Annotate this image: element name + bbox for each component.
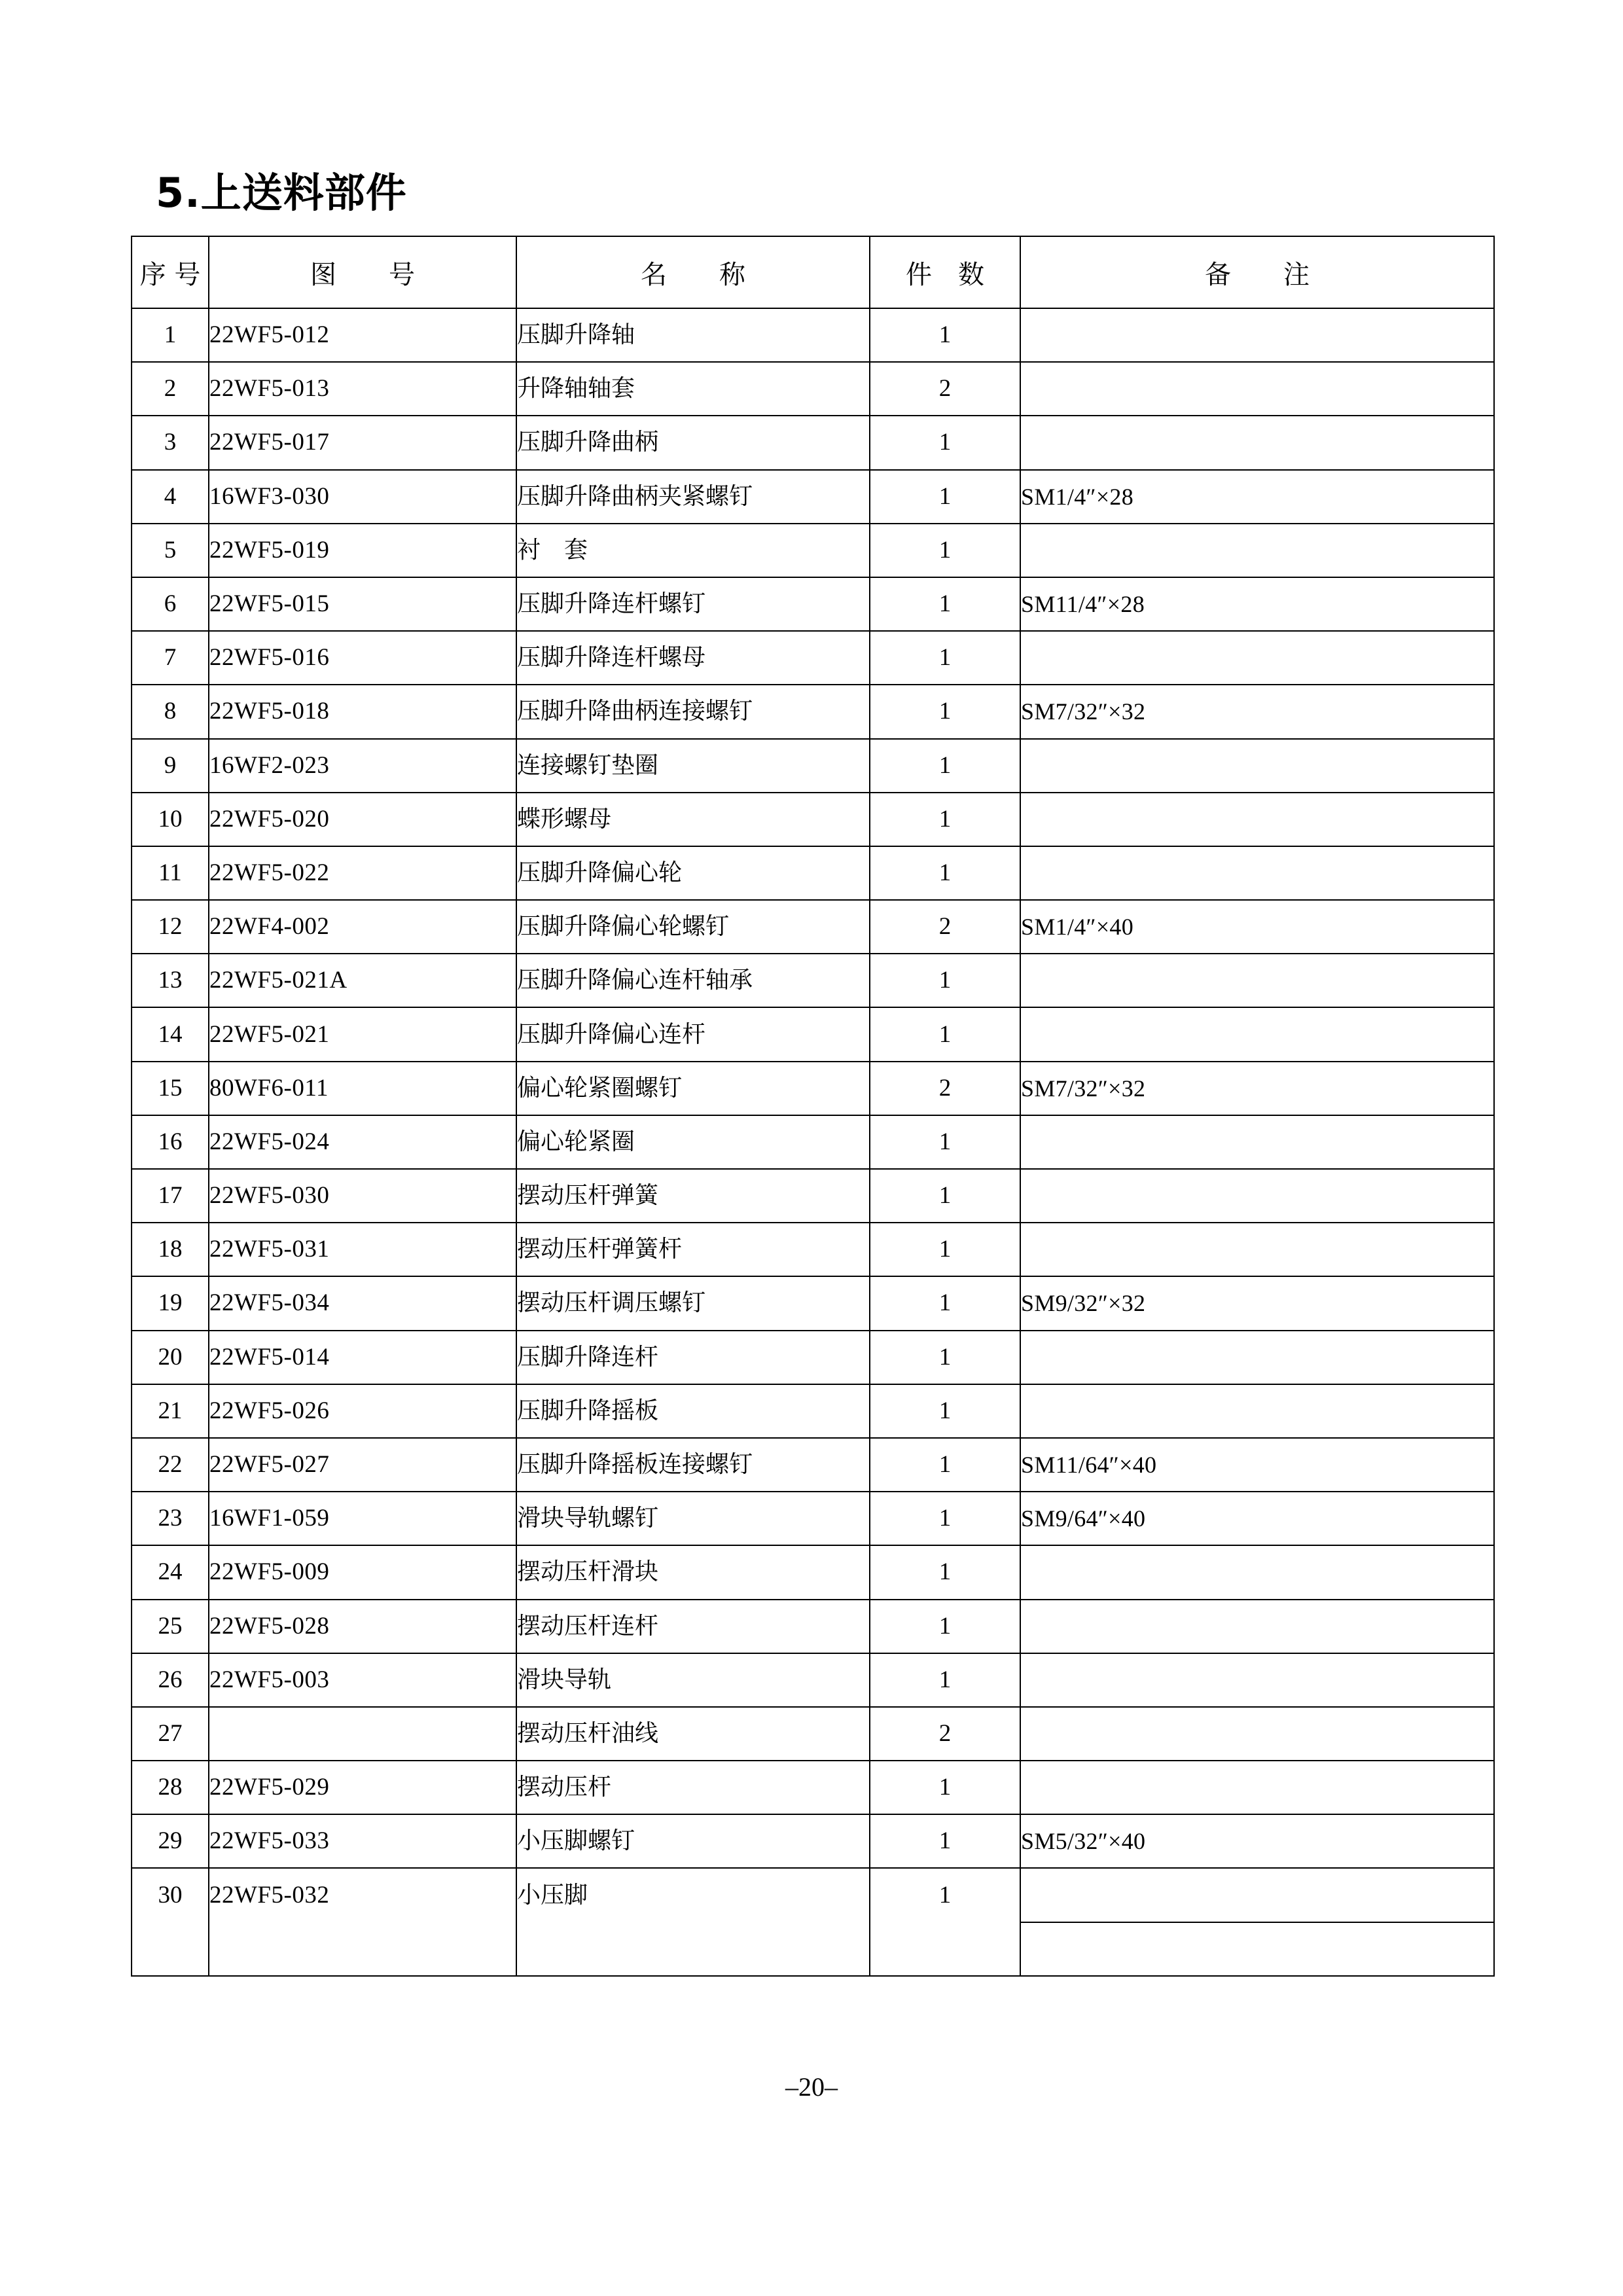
cell-quantity: 1 [870, 470, 1020, 524]
cell-drawing-no: 22WF5-017 [209, 416, 516, 469]
cell-quantity: 1 [870, 1007, 1020, 1061]
cell-drawing-no: 22WF5-034 [209, 1276, 516, 1330]
table-row [132, 577, 1494, 631]
cell-index: 11 [132, 846, 209, 900]
cell-remark [1020, 1761, 1494, 1814]
table-row [132, 1007, 1494, 1061]
cell-quantity: 1 [870, 1653, 1020, 1707]
cell-name: 压脚升降摇板连接螺钉 [516, 1438, 870, 1492]
cell-quantity: 2 [870, 362, 1020, 416]
table-row [132, 362, 1494, 416]
filler-cell [870, 1922, 1020, 1976]
cell-name: 压脚升降摇板 [516, 1384, 870, 1438]
cell-name: 压脚升降偏心轮螺钉 [516, 900, 870, 954]
cell-quantity: 1 [870, 793, 1020, 846]
cell-quantity: 1 [870, 1115, 1020, 1169]
cell-remark [1020, 631, 1494, 685]
cell-remark: SM1/4″×28 [1020, 470, 1494, 524]
cell-remark [1020, 524, 1494, 577]
cell-name: 压脚升降偏心连杆 [516, 1007, 870, 1061]
column-header-remark: 备 注 [1020, 236, 1494, 308]
table-row [132, 1600, 1494, 1653]
cell-quantity: 1 [870, 416, 1020, 469]
cell-drawing-no: 22WF5-015 [209, 577, 516, 631]
cell-drawing-no: 22WF5-018 [209, 685, 516, 738]
cell-remark [1020, 1223, 1494, 1276]
cell-quantity: 1 [870, 1276, 1020, 1330]
cell-remark: SM7/32″×32 [1020, 685, 1494, 738]
cell-index: 21 [132, 1384, 209, 1438]
cell-quantity: 1 [870, 685, 1020, 738]
cell-index: 3 [132, 416, 209, 469]
cell-index: 5 [132, 524, 209, 577]
cell-remark: SM11/64″×40 [1020, 1438, 1494, 1492]
cell-name: 滑块导轨螺钉 [516, 1492, 870, 1545]
cell-quantity: 1 [870, 1169, 1020, 1223]
table-row [132, 1331, 1494, 1384]
cell-drawing-no: 22WF4-002 [209, 900, 516, 954]
cell-name: 压脚升降连杆 [516, 1331, 870, 1384]
cell-name: 压脚升降曲柄连接螺钉 [516, 685, 870, 738]
cell-index: 4 [132, 470, 209, 524]
cell-drawing-no: 22WF5-031 [209, 1223, 516, 1276]
cell-name: 偏心轮紧圈 [516, 1115, 870, 1169]
table-row [132, 308, 1494, 362]
cell-remark [1020, 1331, 1494, 1384]
cell-index: 22 [132, 1438, 209, 1492]
cell-drawing-no: 22WF5-020 [209, 793, 516, 846]
table-header-row [132, 236, 1494, 308]
table-row [132, 1115, 1494, 1169]
cell-drawing-no: 22WF5-021A [209, 954, 516, 1007]
table-row [132, 1545, 1494, 1599]
cell-quantity: 1 [870, 1868, 1020, 1922]
cell-name: 压脚升降曲柄夹紧螺钉 [516, 470, 870, 524]
cell-quantity: 1 [870, 739, 1020, 793]
cell-drawing-no [209, 1707, 516, 1761]
cell-index: 10 [132, 793, 209, 846]
cell-index: 26 [132, 1653, 209, 1707]
parts-table-container [131, 236, 1493, 1977]
filler-cell [132, 1922, 209, 1976]
cell-index: 15 [132, 1062, 209, 1115]
table-row [132, 900, 1494, 954]
cell-remark [1020, 846, 1494, 900]
cell-quantity: 2 [870, 900, 1020, 954]
table-row [132, 1384, 1494, 1438]
cell-index: 25 [132, 1600, 209, 1653]
cell-remark: SM9/64″×40 [1020, 1492, 1494, 1545]
filler-cell [209, 1922, 516, 1976]
cell-drawing-no: 16WF2-023 [209, 739, 516, 793]
cell-quantity: 1 [870, 1600, 1020, 1653]
cell-drawing-no: 22WF5-029 [209, 1761, 516, 1814]
table-row [132, 1868, 1494, 1922]
cell-name: 摆动压杆 [516, 1761, 870, 1814]
cell-quantity: 2 [870, 1062, 1020, 1115]
cell-index: 30 [132, 1868, 209, 1922]
cell-drawing-no: 22WF5-026 [209, 1384, 516, 1438]
cell-remark [1020, 1545, 1494, 1599]
cell-remark [1020, 362, 1494, 416]
table-row [132, 1761, 1494, 1814]
table-row [132, 416, 1494, 469]
table-row [132, 470, 1494, 524]
cell-remark: SM7/32″×32 [1020, 1062, 1494, 1115]
cell-drawing-no: 16WF3-030 [209, 470, 516, 524]
table-row [132, 739, 1494, 793]
cell-remark [1020, 1115, 1494, 1169]
cell-quantity: 1 [870, 954, 1020, 1007]
cell-name: 压脚升降连杆螺钉 [516, 577, 870, 631]
cell-name: 升降轴轴套 [516, 362, 870, 416]
cell-drawing-no: 16WF1-059 [209, 1492, 516, 1545]
table-header [132, 236, 1494, 308]
cell-drawing-no: 22WF5-003 [209, 1653, 516, 1707]
cell-remark [1020, 1868, 1494, 1922]
cell-drawing-no: 22WF5-013 [209, 362, 516, 416]
table-row [132, 793, 1494, 846]
cell-remark: SM11/4″×28 [1020, 577, 1494, 631]
cell-remark [1020, 1653, 1494, 1707]
column-header-name: 名 称 [516, 236, 870, 308]
cell-quantity: 1 [870, 1761, 1020, 1814]
filler-cell [516, 1922, 870, 1976]
cell-name: 摆动压杆油线 [516, 1707, 870, 1761]
cell-index: 18 [132, 1223, 209, 1276]
cell-remark: SM1/4″×40 [1020, 900, 1494, 954]
cell-remark [1020, 954, 1494, 1007]
cell-index: 17 [132, 1169, 209, 1223]
table-row [132, 1062, 1494, 1115]
cell-quantity: 1 [870, 1492, 1020, 1545]
cell-remark [1020, 1600, 1494, 1653]
cell-name: 连接螺钉垫圈 [516, 739, 870, 793]
table-row [132, 631, 1494, 685]
cell-index: 12 [132, 900, 209, 954]
cell-remark [1020, 308, 1494, 362]
cell-quantity: 1 [870, 846, 1020, 900]
cell-index: 16 [132, 1115, 209, 1169]
cell-remark [1020, 416, 1494, 469]
table-filler-row [132, 1922, 1494, 1976]
page-title: 5.上送料部件 [156, 169, 407, 217]
cell-drawing-no: 22WF5-032 [209, 1868, 516, 1922]
parts-table [131, 236, 1495, 1977]
cell-index: 24 [132, 1545, 209, 1599]
page-number: –20– [785, 2072, 838, 2102]
cell-index: 6 [132, 577, 209, 631]
cell-quantity: 1 [870, 308, 1020, 362]
cell-name: 衬 套 [516, 524, 870, 577]
cell-drawing-no: 22WF5-022 [209, 846, 516, 900]
cell-drawing-no: 22WF5-012 [209, 308, 516, 362]
cell-quantity: 2 [870, 1707, 1020, 1761]
cell-name: 摆动压杆弹簧 [516, 1169, 870, 1223]
table-row [132, 846, 1494, 900]
cell-quantity: 1 [870, 1545, 1020, 1599]
filler-cell [1020, 1922, 1494, 1976]
cell-remark: SM9/32″×32 [1020, 1276, 1494, 1330]
cell-index: 20 [132, 1331, 209, 1384]
table-row [132, 1276, 1494, 1330]
cell-remark [1020, 1007, 1494, 1061]
table-row [132, 685, 1494, 738]
cell-drawing-no: 22WF5-016 [209, 631, 516, 685]
cell-index: 2 [132, 362, 209, 416]
cell-name: 压脚升降轴 [516, 308, 870, 362]
cell-name: 压脚升降连杆螺母 [516, 631, 870, 685]
cell-name: 偏心轮紧圈螺钉 [516, 1062, 870, 1115]
cell-index: 23 [132, 1492, 209, 1545]
cell-name: 蝶形螺母 [516, 793, 870, 846]
cell-quantity: 1 [870, 1384, 1020, 1438]
cell-remark [1020, 739, 1494, 793]
cell-index: 28 [132, 1761, 209, 1814]
cell-remark [1020, 793, 1494, 846]
cell-quantity: 1 [870, 524, 1020, 577]
cell-quantity: 1 [870, 1223, 1020, 1276]
column-header-index: 序 号 [132, 236, 209, 308]
cell-drawing-no: 22WF5-019 [209, 524, 516, 577]
cell-name: 压脚升降偏心连杆轴承 [516, 954, 870, 1007]
cell-drawing-no: 22WF5-028 [209, 1600, 516, 1653]
table-row [132, 1223, 1494, 1276]
cell-index: 14 [132, 1007, 209, 1061]
cell-name: 摆动压杆弹簧杆 [516, 1223, 870, 1276]
cell-name: 压脚升降曲柄 [516, 416, 870, 469]
cell-name: 滑块导轨 [516, 1653, 870, 1707]
cell-drawing-no: 80WF6-011 [209, 1062, 516, 1115]
cell-name: 摆动压杆调压螺钉 [516, 1276, 870, 1330]
cell-index: 29 [132, 1814, 209, 1868]
cell-remark [1020, 1707, 1494, 1761]
table-row [132, 954, 1494, 1007]
cell-name: 压脚升降偏心轮 [516, 846, 870, 900]
table-body [132, 308, 1494, 1976]
cell-index: 1 [132, 308, 209, 362]
cell-drawing-no: 22WF5-033 [209, 1814, 516, 1868]
cell-remark [1020, 1169, 1494, 1223]
cell-name: 摆动压杆连杆 [516, 1600, 870, 1653]
table-row [132, 1438, 1494, 1492]
cell-name: 摆动压杆滑块 [516, 1545, 870, 1599]
cell-quantity: 1 [870, 1331, 1020, 1384]
cell-index: 7 [132, 631, 209, 685]
table-row [132, 524, 1494, 577]
table-row [132, 1169, 1494, 1223]
cell-drawing-no: 22WF5-021 [209, 1007, 516, 1061]
cell-index: 8 [132, 685, 209, 738]
table-row [132, 1707, 1494, 1761]
table-row [132, 1814, 1494, 1868]
cell-quantity: 1 [870, 1814, 1020, 1868]
table-row [132, 1492, 1494, 1545]
cell-drawing-no: 22WF5-030 [209, 1169, 516, 1223]
cell-index: 19 [132, 1276, 209, 1330]
cell-quantity: 1 [870, 1438, 1020, 1492]
column-header-drawing-no: 图 号 [209, 236, 516, 308]
cell-index: 9 [132, 739, 209, 793]
cell-drawing-no: 22WF5-024 [209, 1115, 516, 1169]
cell-name: 小压脚 [516, 1868, 870, 1922]
cell-remark [1020, 1384, 1494, 1438]
cell-drawing-no: 22WF5-027 [209, 1438, 516, 1492]
cell-index: 27 [132, 1707, 209, 1761]
cell-drawing-no: 22WF5-014 [209, 1331, 516, 1384]
cell-index: 13 [132, 954, 209, 1007]
cell-remark: SM5/32″×40 [1020, 1814, 1494, 1868]
table-row [132, 1653, 1494, 1707]
cell-drawing-no: 22WF5-009 [209, 1545, 516, 1599]
cell-name: 小压脚螺钉 [516, 1814, 870, 1868]
column-header-quantity: 件 数 [870, 236, 1020, 308]
cell-quantity: 1 [870, 577, 1020, 631]
cell-quantity: 1 [870, 631, 1020, 685]
